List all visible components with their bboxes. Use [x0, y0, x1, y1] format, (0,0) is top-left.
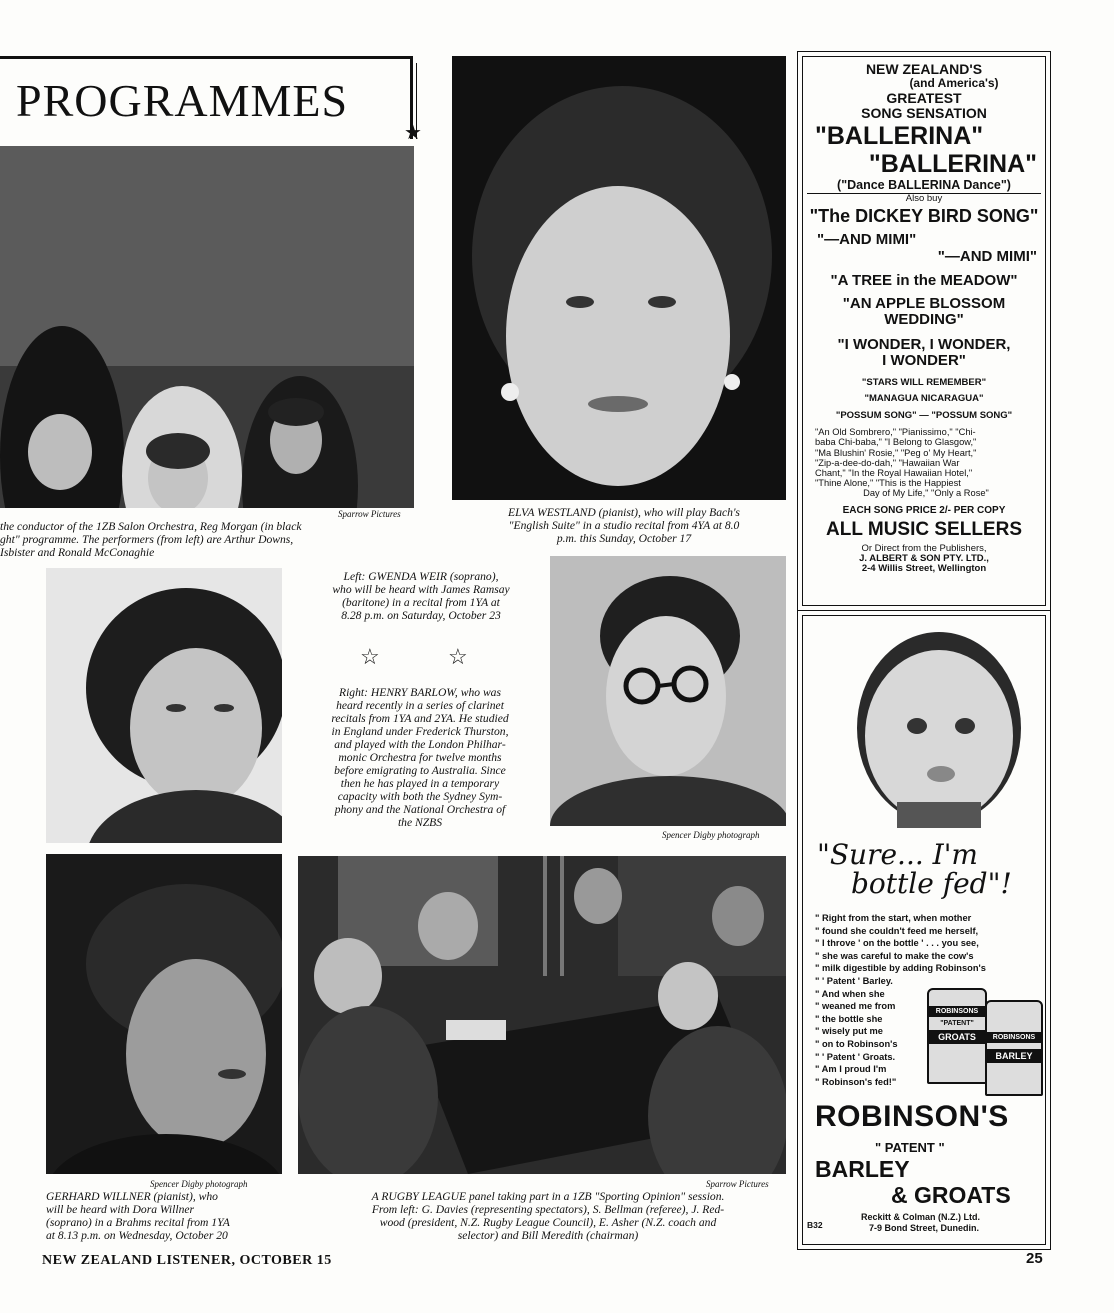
star-outline-icon: ☆ [360, 644, 380, 669]
caption-line: A RUGBY LEAGUE panel taking part in a 1ZB "Sporting Opinion" session. [371, 1190, 725, 1203]
gerhard-willner-caption [46, 1190, 296, 1242]
quote-line: " the bottle she [815, 1013, 883, 1024]
henry-barlow-photo [550, 556, 786, 826]
baby-illustration [847, 624, 1027, 834]
caption-line: Isbister and Ronald McConaghie [0, 546, 155, 559]
quote-line: " ' Patent ' Groats. [815, 1051, 896, 1062]
ad-song: "A TREE in the MEADOW" [830, 272, 1018, 290]
ad-song-list-line: baba Chi-baba," "I Belong to Glasgow," [815, 437, 977, 448]
title-star-icon: ★ [404, 122, 422, 144]
quote-line: " weaned me from [815, 1001, 896, 1012]
salon-orchestra-credit: Sparrow Pictures [338, 509, 401, 519]
brand-name: ROBINSON'S [815, 1100, 1009, 1133]
ad-song-list-line: "Ma Blushin' Rosie," "Peg o' My Heart," [815, 447, 977, 458]
henry-barlow-credit: Spencer Digby photograph [662, 830, 760, 840]
ad-song: I WONDER" [882, 352, 966, 370]
caption-line: who will be heard with James Ramsay [332, 583, 510, 596]
caption-line: capacity with both the Sydney Sym- [337, 790, 503, 803]
gwenda-weir-photo [46, 568, 282, 843]
caption-line: (baritone) in a recital from 1YA at [342, 596, 500, 609]
caption-line: Left: GWENDA WEIR (soprano), [343, 570, 499, 583]
quote-line: " Robinson's fed!" [815, 1076, 897, 1087]
quote-line: " found she couldn't feed me herself, [815, 925, 979, 936]
tin-label: BARLEY [987, 1049, 1041, 1063]
page-number: 25 [1026, 1250, 1043, 1267]
rugby-league-scene [298, 856, 786, 1174]
ad-publisher-line: J. ALBERT & SON PTY. LTD., [859, 553, 989, 565]
ad-song-small: "MANAGUA NICARAGUA" [864, 393, 984, 405]
tin-label: GROATS [929, 1030, 985, 1044]
caption-line: selector) and Bill Meredith (chairman) [457, 1229, 639, 1242]
quote-line: " I throve ' on the bottle ' . . . you see, [815, 938, 979, 949]
caption-line: and played with the London Philhar- [334, 738, 506, 751]
caption-line: 8.28 p.m. on Saturday, October 23 [341, 609, 501, 622]
caption-line: before emigrating to Australia. Since [334, 764, 506, 777]
ballerina-advertisement [802, 56, 1046, 606]
caption-line: recitals from 1YA and 2YA. He studied [331, 712, 509, 725]
manufacturer-address: 7-9 Bond Street, Dunedin. [869, 1223, 980, 1233]
slogan-line: "Sure... I'm [817, 838, 978, 871]
caption-line: then he has played in a temporary [340, 777, 500, 790]
brand-patent: " PATENT " [875, 1140, 945, 1155]
gwenda-weir-caption [296, 570, 546, 622]
ad-song-list-line: "An Old Sombrero," "Pianissimo," "Chi- [815, 427, 976, 438]
quote-line: " wisely put me [815, 1026, 883, 1037]
ad-line: GREATEST [886, 89, 962, 106]
caption-line: phony and the National Orchestra of [334, 803, 506, 816]
quote-line: " Right from the start, when mother [815, 913, 972, 923]
star-outline-icon: ☆ [448, 644, 468, 669]
caption-line: ght" programme. The performers (from left) are Arthur Downs, [0, 533, 294, 546]
ad-line: NEW ZEALAND'S [865, 61, 983, 77]
caption-line: wood (president, N.Z. Rugby League Council), E. Asher (N.Z. coach and [379, 1216, 717, 1229]
ad-headline: "BALLERINA" [868, 149, 1037, 178]
elva-westland-photo [452, 56, 786, 500]
rugby-league-credit: Sparrow Pictures [706, 1179, 769, 1189]
ad-song: "—AND MIMI" [817, 231, 917, 249]
groats-tin [927, 988, 987, 1084]
ad-code: B32 [807, 1220, 823, 1230]
ad-song: "—AND MIMI" [937, 247, 1037, 265]
quote-line: " ' Patent ' Barley. [815, 975, 893, 986]
caption-line: GERHARD WILLNER (pianist), who [46, 1190, 218, 1203]
ad-song-small: "STARS WILL REMEMBER" [861, 376, 987, 388]
brand-groats: & GROATS [891, 1182, 1011, 1208]
quote-line: " Am I proud I'm [815, 1064, 887, 1075]
caption-line: at 8.13 p.m. on Wednesday, October 20 [46, 1229, 228, 1242]
quote-line: " on to Robinson's [815, 1038, 898, 1049]
rugby-league-photo [298, 856, 786, 1174]
ad-song-list-line: "Thine Alone," "This is the Happiest [815, 478, 961, 489]
quote-line: " And when she [815, 988, 885, 999]
tin-label: ROBINSONS [929, 1006, 985, 1017]
ad-publisher-line: 2-4 Willis Street, Wellington [861, 563, 987, 575]
caption-line: the NZBS [397, 816, 443, 829]
caption-line: ELVA WESTLAND (pianist), who will play Bach's [508, 506, 740, 519]
ad-song: "AN APPLE BLOSSOM [842, 294, 1006, 312]
caption-line: From left: G. Davies (representing spectators), S. Bellman (referee), J. Red- [371, 1203, 725, 1216]
slogan-line: bottle fed"! [851, 867, 1012, 900]
ad-song-list-line: "Zip-a-dee-do-dah," "Hawaiian War [815, 457, 960, 468]
ad-song-small: "POSSUM SONG" — "POSSUM SONG" [835, 409, 1013, 421]
tin-label: ROBINSONS [987, 1032, 1041, 1043]
elva-westland-portrait [452, 56, 786, 500]
caption-line: p.m. this Sunday, October 17 [556, 532, 692, 545]
caption-line: the conductor of the 1ZB Salon Orchestra, Reg Morgan (in black [0, 520, 302, 533]
barley-tin [985, 1000, 1043, 1096]
quote-line: " she was careful to make the cow's [815, 950, 974, 961]
caption-line: (soprano) in a Brahms recital from 1YA [46, 1216, 230, 1229]
gerhard-willner-credit: Spencer Digby photograph [150, 1179, 248, 1189]
caption-line: "English Suite" in a studio recital from 4YA at 8.0 [508, 519, 740, 532]
publication-footer: NEW ZEALAND LISTENER, OCTOBER 15 [42, 1253, 332, 1268]
caption-line: will be heard with Dora Willner [46, 1203, 195, 1216]
ad-song: "The DICKEY BIRD SONG" [809, 205, 1039, 226]
quote-line: " milk digestible by adding Robinson's [815, 963, 986, 974]
robinsons-advertisement [802, 615, 1046, 1245]
gwenda-weir-portrait [46, 568, 282, 843]
henry-barlow-caption [298, 686, 542, 829]
ad-song-list-line: Chant," "In the Royal Hawaiian Hotel," [815, 468, 973, 479]
tin-label: "PATENT" [940, 1020, 974, 1027]
salon-orchestra-photo [0, 146, 414, 508]
ad-line: ("Dance BALLERINA Dance") [807, 179, 1041, 194]
ad-headline: "BALLERINA" [815, 122, 984, 151]
salon-orchestra-caption [0, 520, 420, 559]
ad-line: SONG SENSATION [861, 104, 987, 121]
ad-line: (and America's) [909, 76, 999, 91]
ad-song-list-line: Day of My Life," "Only a Rose" [863, 488, 989, 499]
salon-orchestra-figures [0, 146, 414, 508]
brand-barley: BARLEY [815, 1156, 910, 1182]
caption-line: Right: HENRY BARLOW, who was [338, 686, 501, 699]
gerhard-willner-portrait [46, 854, 282, 1174]
rugby-league-caption [306, 1190, 790, 1242]
caption-line: monic Orchestra for twelve months [338, 751, 502, 764]
caption-line: in England under Frederick Thurston, [331, 725, 509, 738]
ad-publisher-line: Or Direct from the Publishers, [861, 542, 987, 554]
ad-line: Also buy [905, 193, 943, 205]
henry-barlow-portrait [550, 556, 786, 826]
ad-song: WEDDING" [884, 311, 964, 329]
caption-line: heard recently in a series of clarinet [336, 699, 504, 712]
ad-song: "I WONDER, I WONDER, [837, 335, 1011, 353]
elva-westland-caption [452, 506, 796, 545]
page-title: PROGRAMMES [16, 75, 349, 126]
ad-price: EACH SONG PRICE 2/- PER COPY [842, 504, 1006, 516]
ad-sellers: ALL MUSIC SELLERS [826, 518, 1022, 540]
manufacturer: Reckitt & Colman (N.Z.) Ltd. [861, 1212, 980, 1222]
gerhard-willner-photo [46, 854, 282, 1174]
